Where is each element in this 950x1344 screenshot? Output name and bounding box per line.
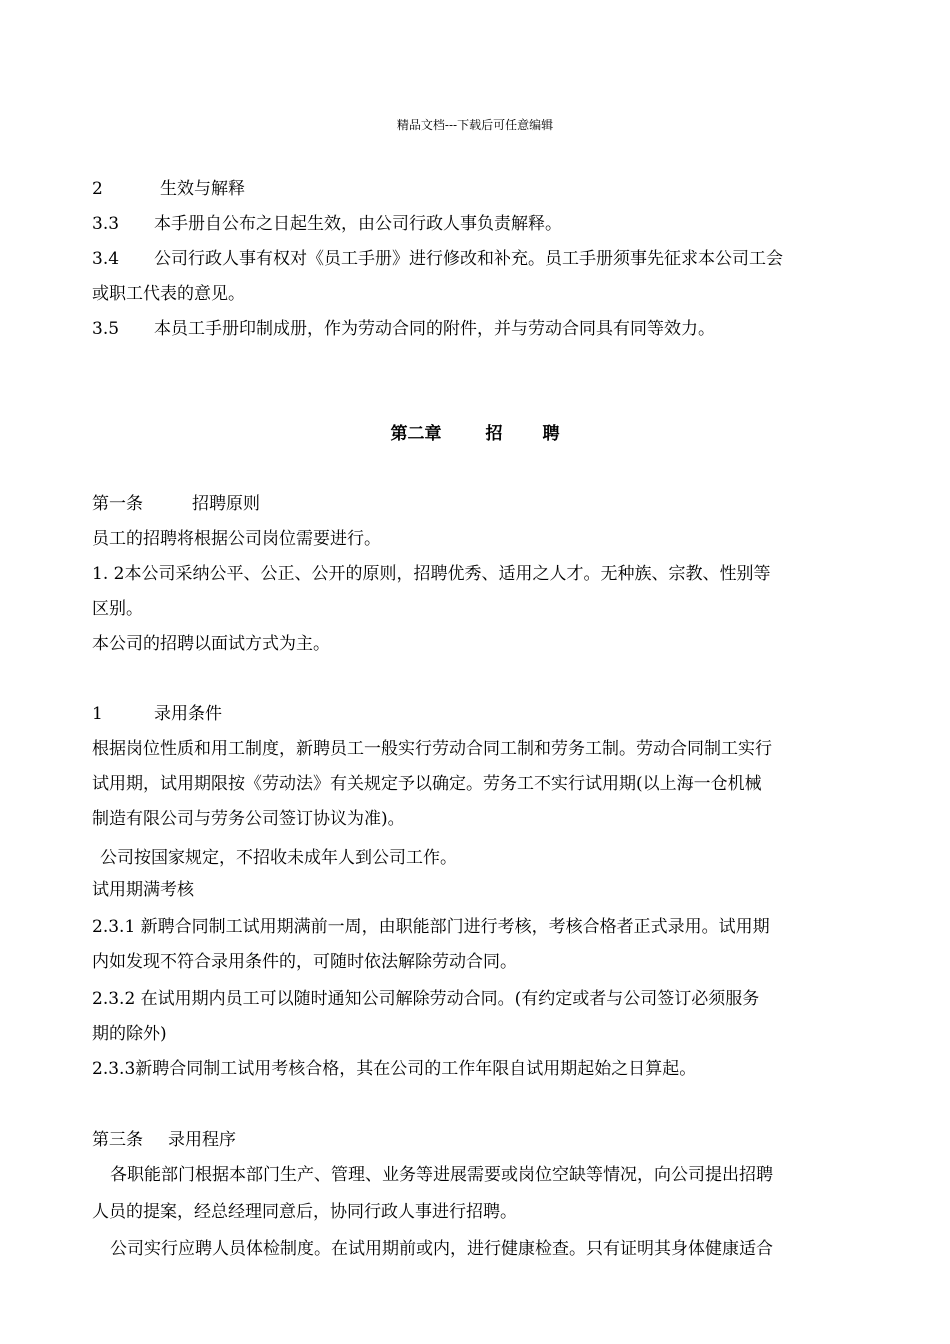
clause-text: 本手册自公布之日起生效，由公司行政人事负责解释。 (154, 214, 562, 234)
clause-3-5 (92, 318, 872, 340)
section-title: 生效与解释 (160, 179, 245, 199)
chapter-title-char-2: 聘 (542, 424, 560, 444)
article-title: 录用程序 (168, 1130, 236, 1150)
article-1-heading (92, 493, 872, 515)
paragraph: 员工的招聘将根据公司岗位需要进行。 (92, 529, 381, 549)
clause-3-4 (92, 248, 872, 270)
clause-number: 3.3 (92, 214, 120, 234)
clause-3-3 (92, 213, 872, 235)
paragraph: 期的除外) (92, 1024, 167, 1044)
section-heading (92, 178, 872, 200)
paragraph: 内如发现不符合录用条件的，可随时依法解除劳动合同。 (92, 952, 517, 972)
chapter-label: 第二章 (390, 424, 442, 444)
article-label: 第一条 (92, 494, 143, 514)
chapter-title-char-1: 招 (485, 424, 503, 444)
article-3-heading (92, 1129, 872, 1151)
conditions-heading (92, 703, 872, 725)
paragraph: 2.3.2 在试用期内员工可以随时通知公司解除劳动合同。(有约定或者与公司签订必须服务 (92, 989, 760, 1009)
section-title: 录用条件 (154, 704, 222, 724)
paragraph: 根据岗位性质和用工制度，新聘员工一般实行劳动合同工制和劳务工制。劳动合同制工实行 (92, 739, 772, 759)
page-header: 精品文档---下载后可任意编辑 (396, 118, 554, 132)
paragraph: 2.3.1 新聘合同制工试用期满前一周，由职能部门进行考核，考核合格者正式录用。试用期 (92, 917, 770, 937)
paragraph: 试用期，试用期限按《劳动法》有关规定予以确定。劳务工不实行试用期(以上海一仓机械 (92, 774, 762, 794)
paragraph: 各职能部门根据本部门生产、管理、业务等进展需要或岗位空缺等情况，向公司提出招聘 (110, 1165, 773, 1185)
paragraph: 1. 2本公司采纳公平、公正、公开的原则，招聘优秀、适用之人才。无种族、宗教、性别等 (92, 564, 771, 584)
paragraph: 区别。 (92, 599, 143, 619)
paragraph: 本公司的招聘以面试方式为主。 (92, 634, 330, 654)
paragraph: 制造有限公司与劳务公司签订协议为准)。 (92, 809, 405, 829)
article-label: 第三条 (92, 1130, 143, 1150)
paragraph: 公司实行应聘人员体检制度。在试用期前或内，进行健康检查。只有证明其身体健康适合 (110, 1239, 773, 1259)
subheading: 试用期满考核 (92, 880, 194, 900)
paragraph: 2.3.3新聘合同制工试用考核合格，其在公司的工作年限自试用期起始之日算起。 (92, 1059, 697, 1079)
paragraph: 公司按国家规定，不招收未成年人到公司工作。 (100, 848, 457, 868)
chapter-heading (0, 423, 950, 445)
clause-number: 3.5 (92, 319, 120, 339)
clause-text: 公司行政人事有权对《员工手册》进行修改和补充。员工手册须事先征求本公司工会 (154, 249, 783, 269)
paragraph: 人员的提案，经总经理同意后，协同行政人事进行招聘。 (92, 1202, 517, 1222)
clause-3-4-continued: 或职工代表的意见。 (92, 284, 245, 304)
clause-text: 本员工手册印制成册，作为劳动合同的附件，并与劳动合同具有同等效力。 (154, 319, 715, 339)
section-number: 1 (92, 704, 103, 724)
clause-number: 3.4 (92, 249, 120, 269)
section-number: 2 (92, 179, 103, 199)
article-title: 招聘原则 (192, 494, 260, 514)
